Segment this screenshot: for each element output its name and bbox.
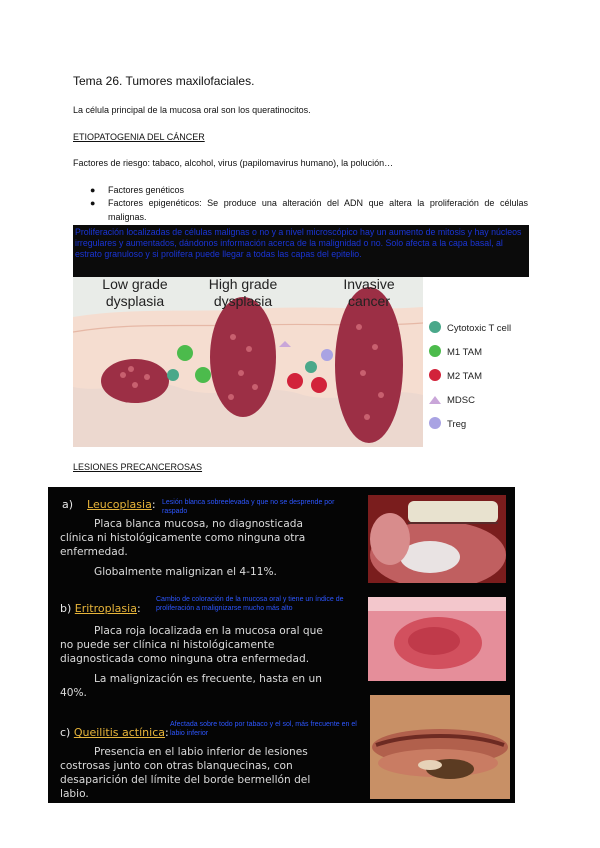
term-leucoplasia: Leucoplasia (87, 498, 152, 511)
item-a-heading (62, 498, 156, 511)
term-colon: : (164, 726, 169, 739)
dysplasia-illustration (73, 277, 529, 447)
bullet-text: Factores genéticos (108, 185, 185, 195)
body-eritroplasia (60, 624, 390, 700)
term-colon: : (136, 602, 141, 615)
dysplasia-caption: Proliferación localizadas de células malignas o no y a nivel microscópico hay un aumento de mitosis y hay núcleos irregulares y aumentados, dándonos información acerca de la malignidad o no. Solo afecta a la capa basal, al estrato granuloso y si prolifera puede llegar a todas las capas del epitelio. (75, 227, 522, 259)
document-title: Tema 26. Tumores maxilofaciales. (73, 74, 255, 88)
bullet-text: Factores epigenéticos: Se produce una alteración del ADN que altera la proliferación de células malignas. (108, 198, 528, 222)
eritroplasia-photo (368, 597, 506, 681)
stage-label-invasive: Invasive (343, 277, 395, 292)
body-line: La malignización es frecuente, hasta en un (94, 673, 322, 685)
legend-label: M1 TAM (447, 347, 483, 358)
precancerous-lesions-slide (48, 487, 515, 803)
item-letter: c) (60, 726, 71, 739)
body-line: Placa blanca mucosa, no diagnosticada (94, 518, 303, 530)
body-line: Placa roja localizada en la mucosa oral que (94, 625, 323, 637)
risk-factors-text: Factores de riesgo: tabaco, alcohol, virus (papilomavirus humano), la polución… (73, 158, 394, 168)
legend-label: Cytotoxic T cell (447, 323, 512, 334)
legend-label: MDSC (447, 395, 475, 406)
stage-label-invasive-2: cancer (347, 293, 391, 309)
term-queilitis: Queilitis actínica (73, 726, 165, 739)
stage-label-high: High grade (208, 277, 278, 292)
stage-label-high-2: dysplasia (213, 293, 273, 309)
item-letter: a) (62, 498, 74, 511)
item-letter: b) (60, 602, 72, 615)
body-leucoplasia (60, 517, 390, 579)
body-line: desaparición del límite del borde bermellón del (60, 774, 311, 786)
dysplasia-figure (73, 225, 529, 447)
body-line: costrosas junto con otras blanquecinas, con (60, 760, 293, 772)
note-leucoplasia: Lesión blanca sobreelevada y que no se desprende por raspado (162, 499, 335, 515)
intro-text: La célula principal de la mucosa oral son los queratinocitos. (73, 105, 311, 115)
note-queilitis: Afectada sobre todo por tabaco y el sol, más frecuente en el labio inferior (170, 721, 357, 737)
item-c-heading (60, 726, 169, 739)
body-line: labio. (60, 788, 89, 800)
note-eritroplasia: Cambio de coloración de la mucosa oral y tiene un índice de proliferación a malignizarse mucho más alto (156, 596, 344, 612)
legend-label: M2 TAM (447, 371, 483, 382)
section-heading-etiopatogenia: ETIOPATOGENIA DEL CÁNCER (73, 132, 205, 142)
body-line: diagnosticada como ninguna otra enfermedad. (60, 653, 310, 665)
stage-label-low: Low grade (102, 277, 168, 292)
section-heading-lesiones: LESIONES PRECANCEROSAS (73, 462, 203, 472)
term-colon: : (151, 498, 156, 511)
body-queilitis (60, 745, 390, 801)
bullet-marker: ● (90, 198, 96, 208)
body-line: Globalmente malignizan el 4-11%. (94, 566, 277, 578)
queilitis-photo (370, 695, 510, 799)
legend-label: Treg (447, 419, 467, 430)
body-line: 40%. (60, 687, 87, 699)
body-line: no puede ser clínica ni histológicamente (60, 639, 275, 651)
body-line: enfermedad. (60, 546, 128, 558)
body-line: clínica ni histológicamente como ninguna otra (60, 532, 306, 544)
item-b-heading (60, 602, 141, 615)
term-eritroplasia: Eritroplasia (74, 602, 137, 615)
leucoplasia-photo (368, 495, 506, 583)
body-line: Presencia en el labio inferior de lesiones (94, 746, 308, 758)
bullet-marker: ● (90, 185, 96, 195)
stage-label-low-2: dysplasia (105, 293, 165, 309)
